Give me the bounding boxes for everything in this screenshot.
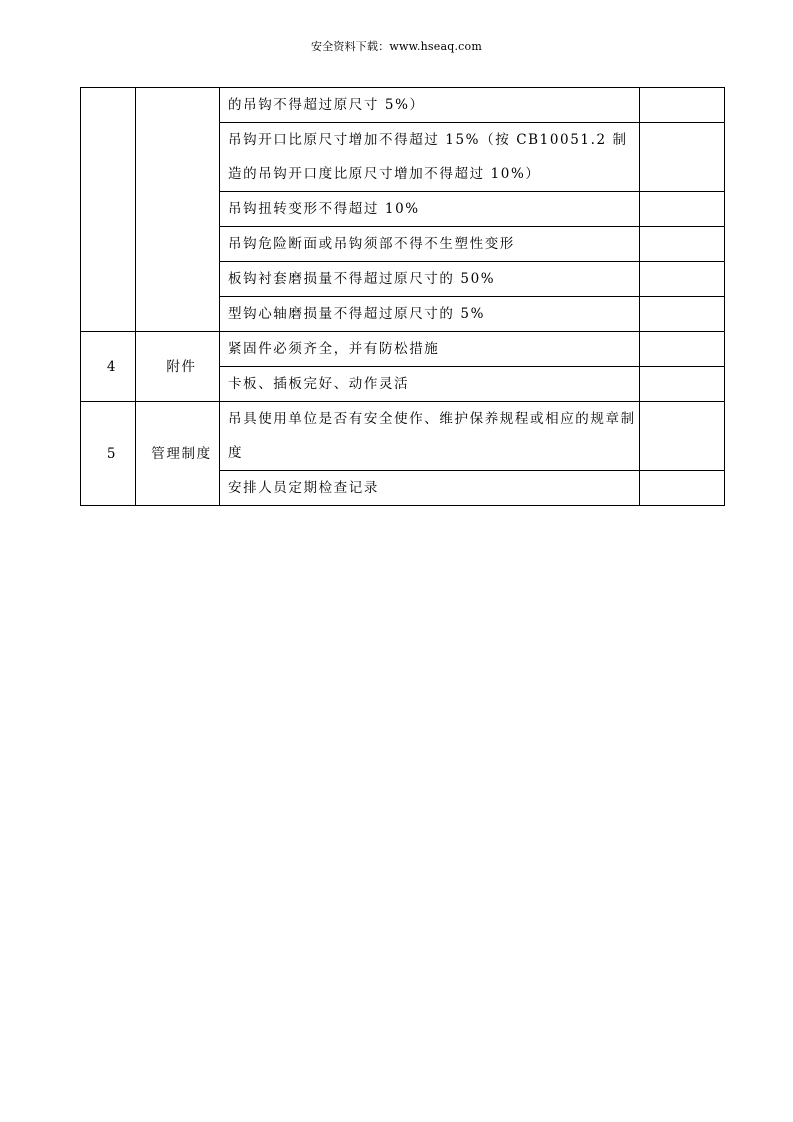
item-name-cell: 附件 <box>136 332 220 402</box>
item-name-cell-continued <box>136 88 220 332</box>
table-row <box>81 402 725 471</box>
inspection-checklist-table <box>80 87 725 506</box>
standard-cell: 安排人员定期检查记录 <box>220 471 640 506</box>
result-cell <box>640 402 725 471</box>
table-row <box>81 88 725 123</box>
result-cell <box>640 123 725 192</box>
item-number-cell: 4 <box>81 332 136 402</box>
standard-cell: 卡板、插板完好、动作灵活 <box>220 367 640 402</box>
standard-cell: 吊钩危险断面或吊钩须部不得不生塑性变形 <box>220 227 640 262</box>
item-name-cell: 管理制度 <box>136 402 220 506</box>
standard-cell: 吊钩开口比原尺寸增加不得超过 15%（按 CB10051.2 制造的吊钩开口度比原尺寸增加不得超过 10%） <box>220 123 640 192</box>
result-cell <box>640 227 725 262</box>
table-row <box>81 332 725 367</box>
result-cell <box>640 192 725 227</box>
standard-cell: 吊钩扭转变形不得超过 10% <box>220 192 640 227</box>
standard-cell: 紧固件必须齐全，并有防松措施 <box>220 332 640 367</box>
item-number-cell-continued <box>81 88 136 332</box>
standard-cell: 型钩心轴磨损量不得超过原尺寸的 5% <box>220 297 640 332</box>
result-cell <box>640 367 725 402</box>
page-header-source: 安全资料下载：www.hseaq.com <box>311 40 482 53</box>
standard-cell: 吊具使用单位是否有安全使作、维护保养规程或相应的规章制度 <box>220 402 640 471</box>
standard-cell: 的吊钩不得超过原尺寸 5%） <box>220 88 640 123</box>
standard-cell: 板钩衬套磨损量不得超过原尺寸的 50% <box>220 262 640 297</box>
result-cell <box>640 262 725 297</box>
result-cell <box>640 471 725 506</box>
result-cell <box>640 332 725 367</box>
result-cell <box>640 297 725 332</box>
result-cell <box>640 88 725 123</box>
item-number-cell: 5 <box>81 402 136 506</box>
